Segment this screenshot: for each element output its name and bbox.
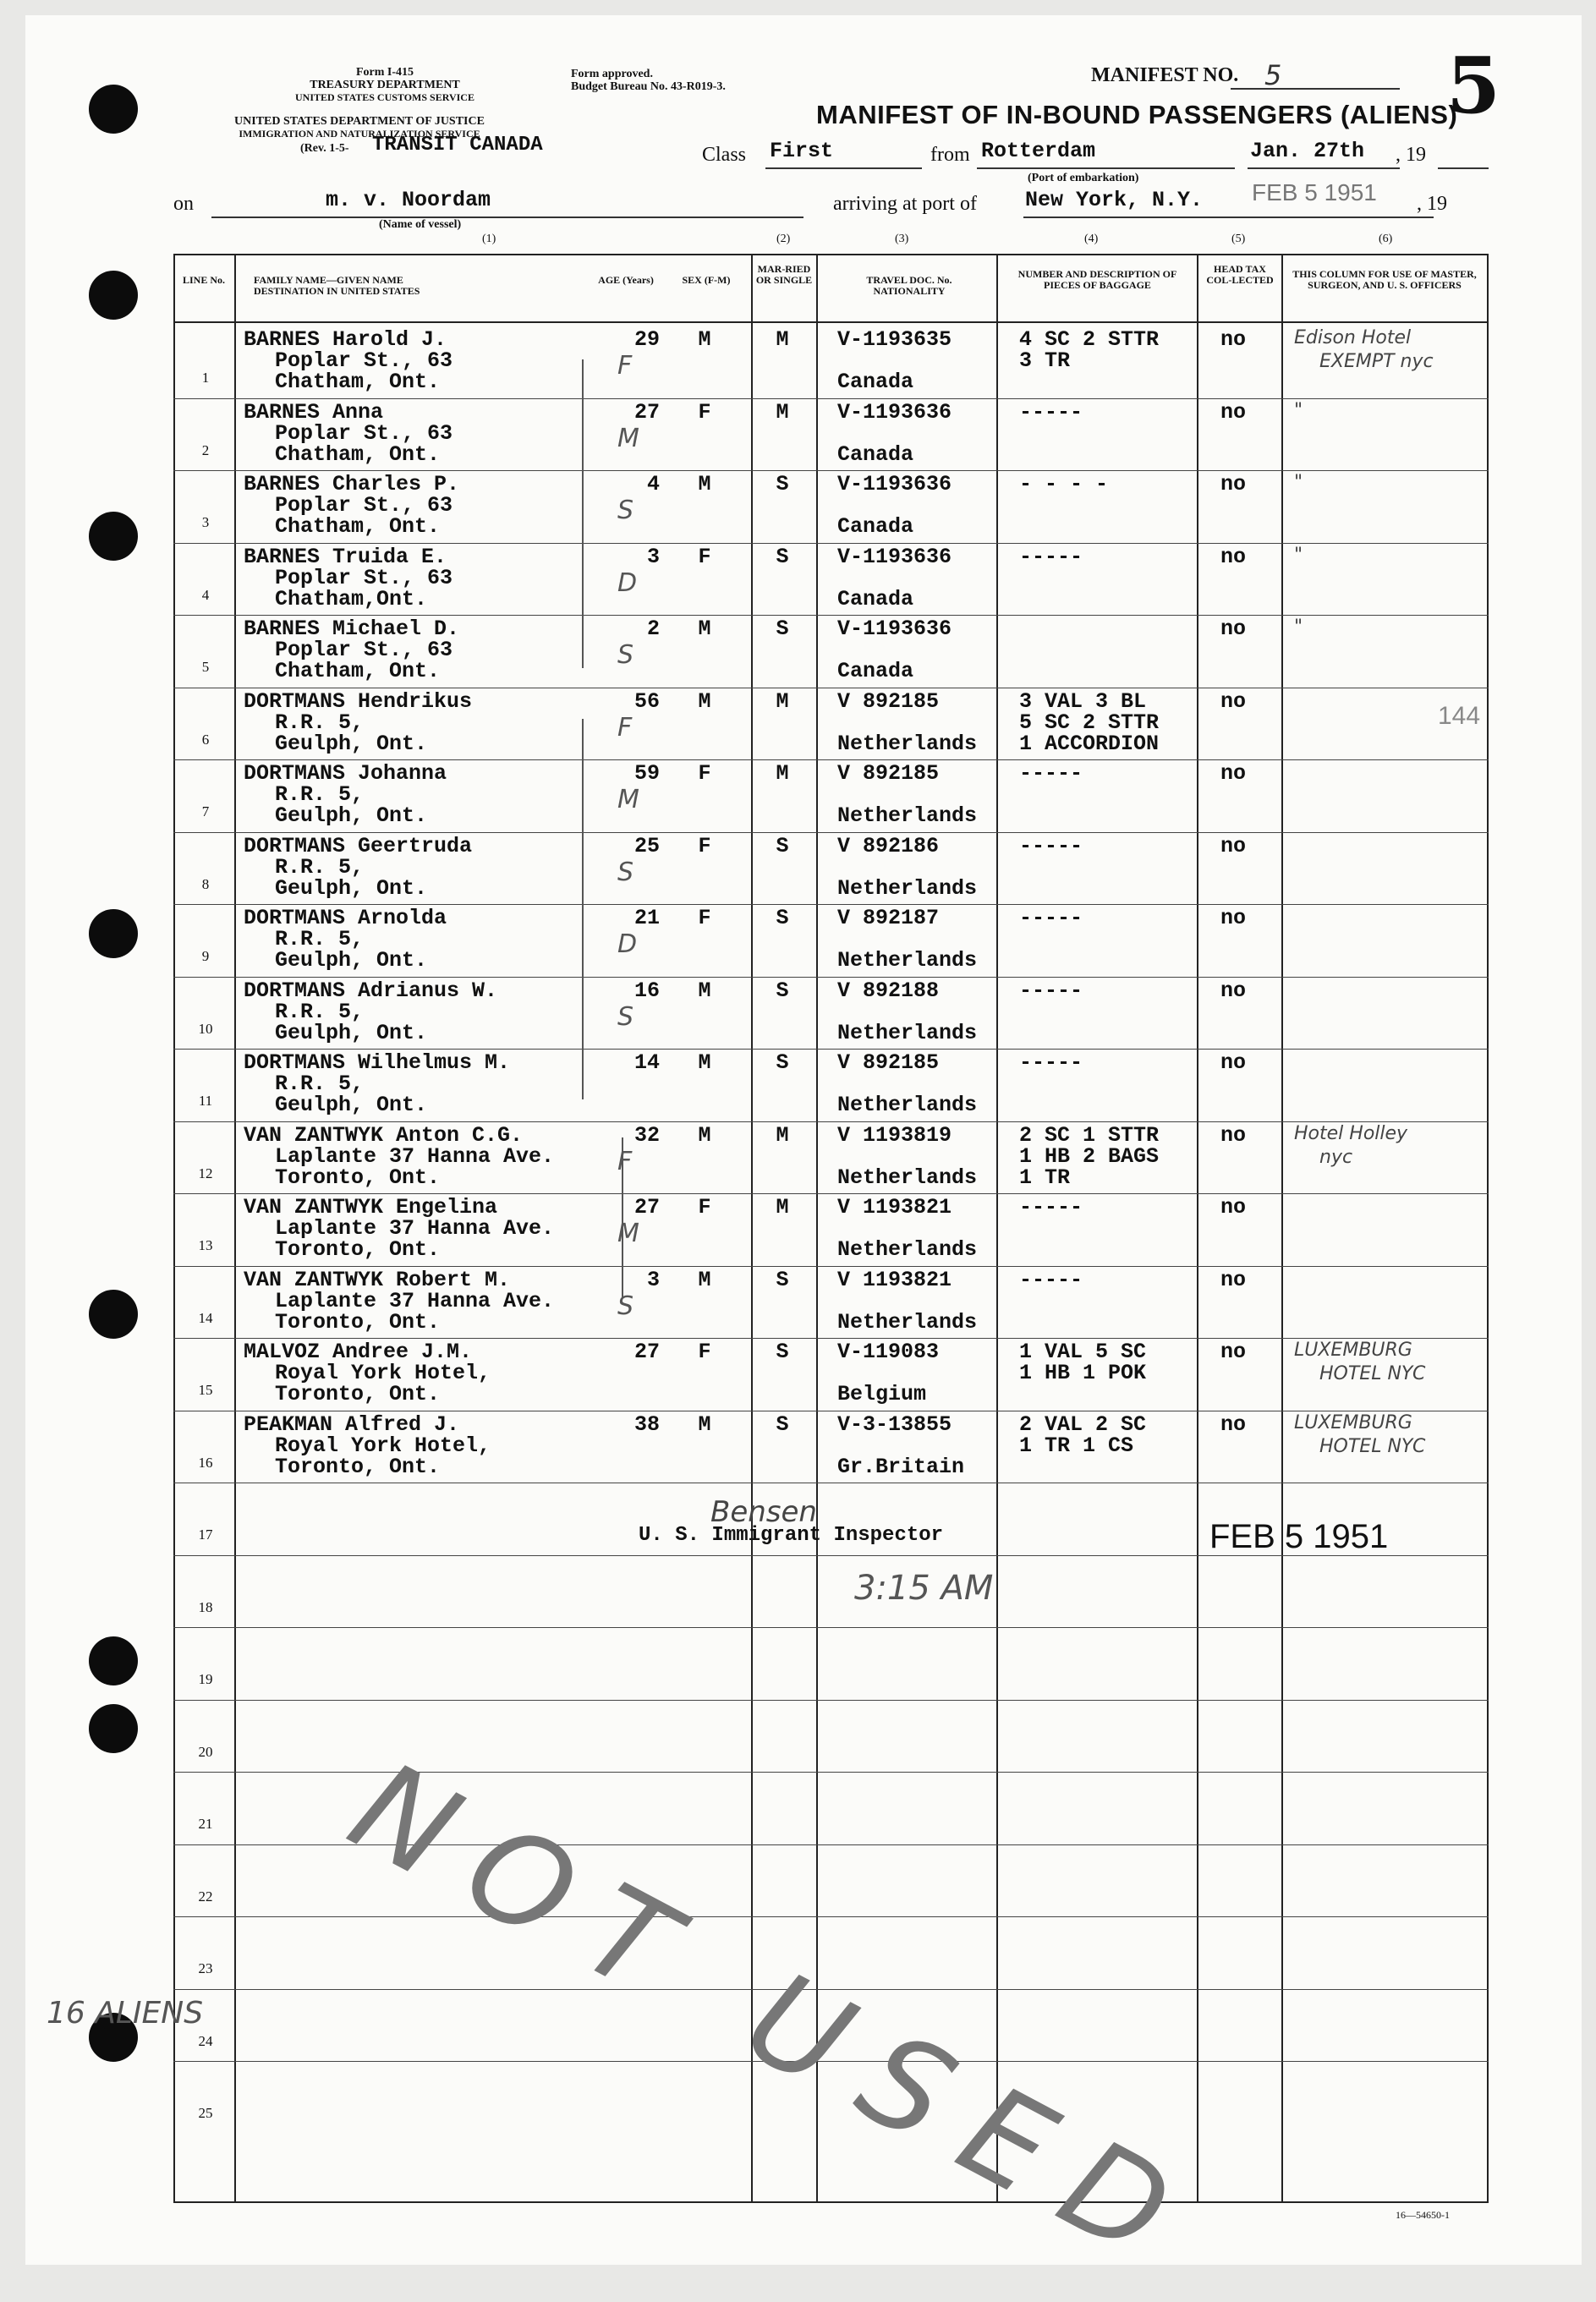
marital-status: S [776, 617, 789, 641]
line-number: 6 [201, 732, 210, 748]
passenger-address: R.R. 5, [275, 1000, 365, 1024]
binder-hole [89, 271, 138, 320]
baggage-line: ----- [1019, 1268, 1083, 1292]
passenger-city: Geulph, Ont. [275, 948, 428, 973]
travel-doc: V-3-13855 [837, 1412, 952, 1437]
passenger-age: 27 [633, 1340, 660, 1364]
print-code: 16—54650-1 [1396, 2209, 1450, 2221]
form-number: Form I-415 [355, 66, 414, 79]
baggage-line: 1 HB 2 BAGS [1019, 1144, 1160, 1169]
passenger-age: 3 [646, 545, 660, 569]
from-label: from [930, 144, 970, 166]
passenger-age: 4 [646, 472, 660, 496]
marital-status: S [776, 1268, 789, 1292]
marital-status: S [776, 1340, 789, 1364]
passenger-sex: M [698, 1412, 711, 1437]
colhead-married: MAR-RIED OR SINGLE [755, 263, 813, 286]
nationality: Canada [837, 587, 914, 611]
passenger-age: 21 [633, 906, 660, 930]
baggage-line: ----- [1019, 978, 1083, 1003]
line-number: 8 [201, 876, 210, 892]
passenger-sex: M [698, 1123, 711, 1148]
form-approved [571, 68, 726, 93]
col-num-1: (1) [482, 233, 496, 245]
line-number: 13 [198, 1237, 213, 1253]
passenger-sex: M [698, 1050, 711, 1075]
nationality: Belgium [837, 1382, 927, 1406]
baggage-line: ----- [1019, 906, 1083, 930]
passenger-age: 27 [633, 1195, 660, 1220]
marital-status: M [776, 400, 789, 425]
line-number: 25 [198, 2105, 213, 2121]
marital-status: M [776, 1195, 789, 1220]
colhead-tax: HEAD TAX COL-LECTED [1206, 263, 1274, 286]
passenger-name: VAN ZANTWYK Engelina [244, 1195, 498, 1220]
passenger-city: Chatham, Ont. [275, 370, 441, 394]
passenger-sex: M [698, 617, 711, 641]
head-tax: no [1220, 689, 1247, 714]
line-number: 20 [198, 1744, 213, 1760]
colhead-line: LINE No. [182, 274, 225, 286]
officer-note: LUXEMBURG [1294, 1340, 1412, 1361]
passenger-city: Geulph, Ont. [275, 876, 428, 901]
passenger-city: Chatham, Ont. [275, 659, 441, 683]
marital-status: M [776, 1123, 789, 1148]
line-number: 10 [198, 1021, 213, 1037]
passenger-address: Laplante 37 Hanna Ave. [275, 1289, 555, 1313]
marital-status: S [776, 545, 789, 569]
nationality: Netherlands [837, 1165, 978, 1190]
marital-status: S [776, 834, 789, 858]
passenger-sex: F [698, 906, 711, 930]
line-number: 3 [201, 514, 210, 530]
travel-doc: V 1193819 [837, 1123, 952, 1148]
nationality: Netherlands [837, 732, 978, 756]
baggage-line: ----- [1019, 1050, 1083, 1075]
passenger-sex: F [698, 761, 711, 786]
colhead-travel: TRAVEL DOC. No. NATIONALITY [866, 274, 952, 297]
passenger-city: Geulph, Ont. [275, 1093, 428, 1117]
manifest-no-label: MANIFEST NO. [1091, 64, 1239, 86]
passenger-name: BARNES Harold J. [244, 327, 447, 352]
marital-status: M [776, 689, 789, 714]
line-number: 7 [201, 803, 210, 819]
passenger-city: Chatham, Ont. [275, 442, 441, 467]
on-label: on [173, 193, 194, 215]
class-label: Class [702, 144, 747, 166]
travel-doc: V 1193821 [837, 1268, 952, 1292]
head-tax: no [1220, 906, 1247, 930]
head-tax: no [1220, 1123, 1247, 1148]
passenger-name: BARNES Charles P. [244, 472, 460, 496]
nationality: Netherlands [837, 1093, 978, 1117]
baggage-line: 2 VAL 2 SC [1019, 1412, 1147, 1437]
line-number: 14 [198, 1310, 213, 1326]
travel-doc: V-1193636 [837, 400, 952, 425]
line-number: 21 [198, 1816, 213, 1832]
marital-status: M [776, 761, 789, 786]
inspection-stamp: FEB 5 1951 [1209, 1518, 1389, 1555]
col-num-6: (6) [1379, 233, 1393, 245]
from-value: Rotterdam [981, 139, 1096, 163]
baggage-line: 1 VAL 5 SC [1019, 1340, 1147, 1364]
arriving-label: arriving at port of [833, 193, 977, 215]
inspector-label: U. S. Immigrant Inspector [639, 1524, 944, 1547]
travel-doc: V-119083 [837, 1340, 940, 1364]
marital-status: S [776, 906, 789, 930]
travel-doc: V 892187 [837, 906, 940, 930]
passenger-name: DORTMANS Arnolda [244, 906, 447, 930]
date-value: Jan. 27th [1250, 139, 1365, 163]
baggage-line: - - - - [1019, 472, 1109, 496]
nationality: Canada [837, 370, 914, 394]
officer-note: Hotel Holley [1294, 1123, 1408, 1144]
binder-hole [89, 1704, 138, 1753]
passenger-address: R.R. 5, [275, 855, 365, 880]
relation-mark: S [617, 858, 634, 887]
passenger-name: BARNES Anna [244, 400, 384, 425]
passenger-address: Poplar St., 63 [275, 566, 453, 590]
colhead-age: AGE (Years) [598, 274, 654, 286]
line-number: 17 [198, 1526, 213, 1543]
passenger-address: R.R. 5, [275, 710, 365, 735]
passenger-sex: F [698, 834, 711, 858]
passenger-sex: F [698, 400, 711, 425]
officer-note: " [1294, 617, 1303, 638]
head-tax: no [1220, 545, 1247, 569]
head-tax: no [1220, 472, 1247, 496]
passenger-name: VAN ZANTWYK Anton C.G. [244, 1123, 524, 1148]
passenger-age: 27 [633, 400, 660, 425]
passenger-age: 59 [633, 761, 660, 786]
passenger-city: Chatham, Ont. [275, 514, 441, 539]
baggage-line: 1 ACCORDION [1019, 732, 1160, 756]
line-number: 16 [198, 1455, 213, 1471]
marital-status: S [776, 978, 789, 1003]
class-value: First [770, 139, 834, 163]
line-number: 1 [201, 370, 210, 386]
baggage-line: 3 VAL 3 BL [1019, 689, 1147, 714]
travel-doc: V 892186 [837, 834, 940, 858]
baggage-line: ----- [1019, 545, 1083, 569]
justice-dept: UNITED STATES DEPARTMENT OF JUSTICE [234, 115, 485, 128]
relation-mark: S [617, 496, 634, 525]
head-tax: no [1220, 1195, 1247, 1220]
passenger-name: BARNES Michael D. [244, 617, 460, 641]
not-used-mark: NOT USED [328, 1734, 1223, 2302]
marital-status: S [776, 472, 789, 496]
colhead-baggage: NUMBER AND DESCRIPTION OF PIECES OF BAGGAGE [1017, 268, 1177, 291]
baggage-line: 4 SC 2 STTR [1019, 327, 1160, 352]
col-num-4: (4) [1084, 233, 1099, 245]
officer-note: nyc [1319, 1147, 1353, 1168]
officer-note: HOTEL NYC [1319, 1436, 1426, 1457]
nationality: Netherlands [837, 1310, 978, 1335]
passenger-city: Geulph, Ont. [275, 732, 428, 756]
passenger-name: MALVOZ Andree J.M. [244, 1340, 473, 1364]
binder-hole [89, 85, 138, 134]
passenger-sex: M [698, 472, 711, 496]
officer-note: HOTEL NYC [1319, 1363, 1426, 1384]
manifest-no-value: 5 [1264, 59, 1282, 91]
relation-mark: S [617, 1291, 634, 1321]
passenger-sex: M [698, 978, 711, 1003]
inspection-time: 3:15 AM [854, 1569, 994, 1608]
family-bracket [582, 359, 609, 668]
nationality: Netherlands [837, 876, 978, 901]
baggage-line: 5 SC 2 STTR [1019, 710, 1160, 735]
passenger-name: BARNES Truida E. [244, 545, 447, 569]
line-number: 19 [198, 1671, 213, 1687]
revision: (Rev. 1-5- [300, 142, 349, 155]
manifest-title: MANIFEST OF IN-BOUND PASSENGERS (ALIENS) [816, 100, 1458, 129]
passenger-sex: F [698, 545, 711, 569]
arrival-stamp: FEB 5 1951 [1252, 179, 1377, 206]
passenger-address: Poplar St., 63 [275, 421, 453, 446]
nationality: Canada [837, 659, 914, 683]
line-number: 5 [201, 659, 210, 675]
line-number: 11 [198, 1093, 213, 1109]
passenger-address: Laplante 37 Hanna Ave. [275, 1216, 555, 1241]
head-tax: no [1220, 761, 1247, 786]
col-num-3: (3) [895, 233, 909, 245]
baggage-line: 1 TR 1 CS [1019, 1433, 1134, 1458]
passenger-city: Toronto, Ont. [275, 1237, 441, 1262]
immigration-service: IMMIGRATION AND NATURALIZATION SERVICE [239, 128, 480, 140]
baggage-line: ----- [1019, 761, 1083, 786]
passenger-age: 29 [633, 327, 660, 352]
officer-note: EXEMPT nyc [1319, 351, 1434, 372]
passenger-address: Poplar St., 63 [275, 493, 453, 518]
passenger-city: Toronto, Ont. [275, 1165, 441, 1190]
travel-doc: V 892185 [837, 761, 940, 786]
colhead-family [254, 275, 507, 297]
travel-doc: V 892185 [837, 689, 940, 714]
head-tax: no [1220, 1340, 1247, 1364]
line-number: 24 [198, 2033, 213, 2049]
relation-mark: F [617, 351, 633, 381]
family-bracket [582, 719, 609, 1099]
passenger-age: 56 [633, 689, 660, 714]
passenger-city: Toronto, Ont. [275, 1310, 441, 1335]
colhead-officers: THIS COLUMN FOR USE OF MASTER, SURGEON, AND U. S. OFFICERS [1292, 268, 1477, 291]
baggage-line: ----- [1019, 400, 1083, 425]
travel-doc: V 892188 [837, 978, 940, 1003]
aliens-count: 16 ALIENS [47, 1996, 204, 2031]
passenger-name: DORTMANS Johanna [244, 761, 447, 786]
officer-note: Edison Hotel [1294, 327, 1412, 348]
treasury-dept: TREASURY DEPARTMENT [310, 79, 460, 91]
relation-mark: M [617, 785, 639, 814]
transit-stamp: TRANSIT CANADA [372, 134, 543, 156]
relation-mark: S [617, 1002, 634, 1032]
inspector-signature: Bensen [710, 1495, 817, 1529]
officer-note: LUXEMBURG [1294, 1412, 1412, 1433]
relation-mark: M [617, 424, 639, 453]
passenger-address: Poplar St., 63 [275, 348, 453, 373]
passenger-sex: M [698, 1268, 711, 1292]
passenger-name: DORTMANS Wilhelmus M. [244, 1050, 511, 1075]
line-number: 15 [198, 1382, 213, 1398]
relation-mark: D [617, 568, 638, 598]
baggage-line: 1 TR [1019, 1165, 1071, 1190]
nationality: Canada [837, 442, 914, 467]
approved-text: Form approved. [571, 68, 653, 80]
passenger-sex: F [698, 1195, 711, 1220]
passenger-age: 16 [633, 978, 660, 1003]
passenger-age: 3 [646, 1268, 660, 1292]
binder-hole [89, 909, 138, 958]
line-number: 12 [198, 1165, 213, 1181]
travel-doc: V 1193821 [837, 1195, 952, 1220]
vessel-value: m. v. Noordam [326, 188, 491, 212]
passenger-address: R.R. 5, [275, 927, 365, 951]
nationality: Netherlands [837, 803, 978, 828]
passenger-name: VAN ZANTWYK Robert M. [244, 1268, 511, 1292]
customs-service: UNITED STATES CUSTOMS SERVICE [295, 91, 474, 103]
year-label-1: , 19 [1396, 144, 1426, 166]
travel-doc: V-1193636 [837, 545, 952, 569]
baggage-line: 1 HB 1 POK [1019, 1361, 1147, 1385]
relation-mark: D [617, 929, 638, 959]
line-number: 23 [198, 1960, 213, 1976]
marital-status: S [776, 1412, 789, 1437]
head-tax: no [1220, 834, 1247, 858]
relation-mark: S [617, 640, 634, 670]
relation-mark: M [617, 1219, 639, 1248]
passenger-city: Toronto, Ont. [275, 1382, 441, 1406]
form-header-left [279, 66, 491, 104]
manifest-big-number: 5 [1446, 40, 1501, 131]
binder-hole [89, 1636, 138, 1685]
passenger-address: Royal York Hotel, [275, 1433, 491, 1458]
head-tax: no [1220, 1050, 1247, 1075]
passenger-address: Poplar St., 63 [275, 638, 453, 662]
passenger-age: 38 [633, 1412, 660, 1437]
line-number: 4 [201, 587, 210, 603]
passenger-city: Geulph, Ont. [275, 1021, 428, 1045]
embarkation-label: (Port of embarkation) [1028, 172, 1139, 184]
budget-text: Budget Bureau No. 43-R019-3. [571, 80, 726, 93]
travel-doc: V-1193636 [837, 472, 952, 496]
colhead-family-text: FAMILY NAME—GIVEN NAME [254, 274, 403, 286]
passenger-address: R.R. 5, [275, 1072, 365, 1096]
passenger-address: Laplante 37 Hanna Ave. [275, 1144, 555, 1169]
colhead-sex: SEX (F-M) [682, 274, 731, 286]
baggage-line: ----- [1019, 834, 1083, 858]
passenger-age: 25 [633, 834, 660, 858]
passenger-name: DORTMANS Hendrikus [244, 689, 473, 714]
passenger-city: Chatham,Ont. [275, 587, 428, 611]
officer-note: " [1294, 545, 1303, 566]
marital-status: M [776, 327, 789, 352]
head-tax: no [1220, 327, 1247, 352]
head-tax: no [1220, 978, 1247, 1003]
year-label-2: , 19 [1417, 193, 1447, 215]
passenger-age: 14 [633, 1050, 660, 1075]
line-number: 18 [198, 1599, 213, 1615]
officer-note: " [1294, 472, 1303, 493]
col-num-5: (5) [1231, 233, 1246, 245]
passenger-name: DORTMANS Geertruda [244, 834, 473, 858]
port-value: New York, N.Y. [1025, 188, 1204, 212]
nationality: Canada [837, 514, 914, 539]
passenger-address: R.R. 5, [275, 782, 365, 807]
head-tax: no [1220, 617, 1247, 641]
nationality: Netherlands [837, 948, 978, 973]
baggage-line: 2 SC 1 STTR [1019, 1123, 1160, 1148]
relation-mark: F [617, 713, 633, 743]
line-number: 2 [201, 442, 210, 458]
head-tax: no [1220, 400, 1247, 425]
nationality: Netherlands [837, 1021, 978, 1045]
passenger-name: PEAKMAN Alfred J. [244, 1412, 460, 1437]
line-number: 9 [201, 948, 210, 964]
nationality: Netherlands [837, 1237, 978, 1262]
passenger-sex: M [698, 327, 711, 352]
line-number: 22 [198, 1888, 213, 1905]
margin-number: 144 [1438, 702, 1481, 730]
binder-hole [89, 1290, 138, 1339]
travel-doc: V 892185 [837, 1050, 940, 1075]
passenger-age: 2 [646, 617, 660, 641]
officer-note: " [1294, 400, 1303, 421]
passenger-sex: M [698, 689, 711, 714]
colhead-destination: DESTINATION IN UNITED STATES [254, 285, 420, 297]
head-tax: no [1220, 1268, 1247, 1292]
passenger-sex: F [698, 1340, 711, 1364]
passenger-age: 32 [633, 1123, 660, 1148]
travel-doc: V-1193635 [837, 327, 952, 352]
passenger-city: Geulph, Ont. [275, 803, 428, 828]
binder-hole [89, 512, 138, 561]
nationality: Gr.Britain [837, 1455, 965, 1479]
passenger-address: Royal York Hotel, [275, 1361, 491, 1385]
marital-status: S [776, 1050, 789, 1075]
passenger-city: Toronto, Ont. [275, 1455, 441, 1479]
relation-mark: F [617, 1147, 633, 1176]
passenger-name: DORTMANS Adrianus W. [244, 978, 498, 1003]
vessel-label: (Name of vessel) [379, 218, 462, 231]
baggage-line: ----- [1019, 1195, 1083, 1220]
travel-doc: V-1193636 [837, 617, 952, 641]
head-tax: no [1220, 1412, 1247, 1437]
baggage-line: 3 TR [1019, 348, 1071, 373]
col-num-2: (2) [776, 233, 791, 245]
family-bracket [622, 1137, 649, 1298]
